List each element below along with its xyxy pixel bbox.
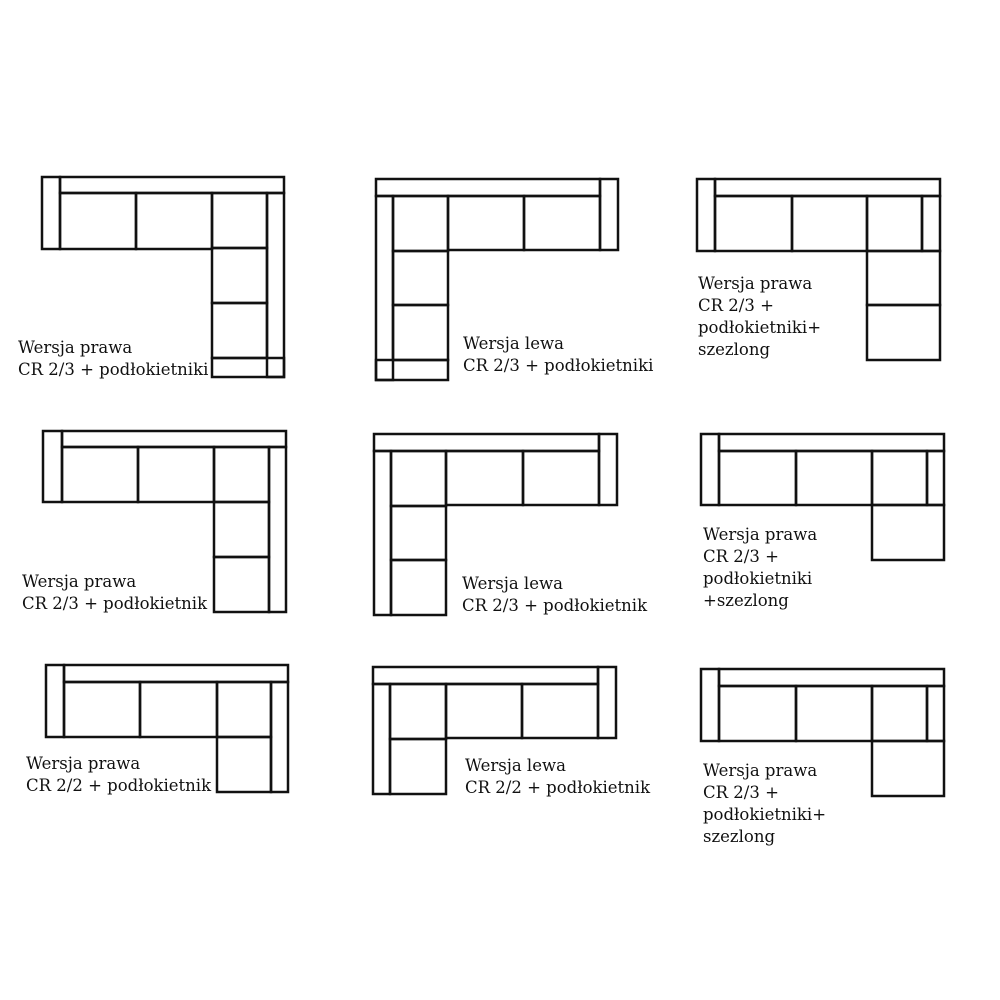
sofa-module (138, 447, 214, 502)
sofa-module (269, 447, 286, 612)
sofa-module (719, 451, 796, 505)
sofa-module (697, 179, 715, 251)
variant-7-title: Wersja prawa (26, 754, 141, 773)
sofa-module (62, 447, 138, 502)
variant-5-title: Wersja lewa (462, 574, 563, 593)
sofa-module (393, 196, 448, 251)
sofa-module (927, 686, 944, 741)
sofa-module (64, 665, 288, 682)
sofa-module (390, 684, 446, 739)
variant-4-description: CR 2/3 + podłokietnik (22, 594, 208, 613)
sofa-module (867, 305, 940, 360)
sofa-module (374, 434, 599, 451)
variant-7-description: CR 2/2 + podłokietnik (26, 776, 212, 795)
variant-1-description: CR 2/3 + podłokietniki (18, 360, 209, 379)
sofa-module (271, 682, 288, 792)
variant-6-description-3: +szezlong (703, 591, 789, 610)
sofa-module (393, 251, 448, 305)
sofa-module (792, 196, 867, 251)
variant-2-title: Wersja lewa (463, 334, 564, 353)
sofa-module (136, 193, 212, 249)
sofa-module (872, 505, 944, 560)
sofa-module (715, 196, 792, 251)
sofa-module (922, 196, 940, 251)
sofa-module (391, 451, 446, 506)
variant-8-title: Wersja lewa (465, 756, 566, 775)
variant-3-description-3: szezlong (698, 340, 771, 359)
sofa-module (598, 667, 616, 738)
sofa-module (701, 669, 719, 741)
variant-6-caption (703, 524, 817, 612)
sofa-module (64, 682, 140, 737)
sofa-module (719, 669, 944, 686)
sofa-module (446, 684, 522, 738)
sofa-module (46, 665, 64, 737)
variant-3-description-1: CR 2/3 + (698, 296, 774, 315)
sofa-module (60, 177, 284, 193)
sofa-module (872, 686, 927, 741)
variant-9-description-2: podłokietniki+ (703, 805, 827, 824)
sofa-module (60, 193, 136, 249)
sofa-module (446, 451, 523, 505)
sofa-module (599, 434, 617, 505)
sofa-module (523, 451, 599, 505)
sofa-module (214, 502, 269, 557)
sofa-module (796, 451, 872, 505)
sofa-module (393, 305, 448, 360)
sofa-module (522, 684, 598, 738)
variant-9-title: Wersja prawa (703, 761, 818, 780)
variant-8-description: CR 2/2 + podłokietnik (465, 778, 651, 797)
sofa-module (373, 667, 598, 684)
sofa-module (214, 557, 269, 612)
variant-1-caption (18, 337, 208, 381)
sofa-module (217, 682, 271, 737)
variant-1-title: Wersja prawa (18, 338, 133, 357)
sofa-module (140, 682, 217, 737)
variant-3-caption (698, 273, 821, 361)
sofa-module (872, 451, 927, 505)
sofa-module (600, 179, 618, 250)
variant-4-caption (22, 571, 207, 615)
sofa-module (867, 196, 922, 251)
variant-8-caption (465, 755, 650, 799)
variant-9-description-3: szezlong (703, 827, 776, 846)
sofa-module (524, 196, 600, 250)
variant-2-description: CR 2/3 + podłokietniki (463, 356, 654, 375)
sofa-module (927, 451, 944, 505)
sofa-module (448, 196, 524, 250)
sofa-module (376, 179, 600, 196)
variant-3-description-2: podłokietniki+ (698, 318, 822, 337)
sofa-module (374, 451, 391, 615)
sofa-module (62, 431, 286, 447)
variant-5-description: CR 2/3 + podłokietnik (462, 596, 648, 615)
variant-6-title: Wersja prawa (703, 525, 818, 544)
sofa-module (212, 303, 267, 358)
sofa-module (42, 177, 60, 249)
sofa-module (217, 737, 271, 792)
variant-3-title: Wersja prawa (698, 274, 813, 293)
sofa-module (715, 179, 940, 196)
variant-5-caption (462, 573, 647, 617)
variant-7-caption (26, 753, 211, 797)
sofa-module (867, 251, 940, 305)
sofa-module (872, 741, 944, 796)
sofa-module (701, 434, 719, 505)
variant-2-caption (463, 333, 653, 377)
variant-6-description-2: podłokietniki (703, 569, 813, 588)
sofa-module (796, 686, 872, 741)
sofa-module (376, 196, 393, 380)
variant-9-description-1: CR 2/3 + (703, 783, 779, 802)
variant-9-caption (703, 760, 826, 848)
variant-6-description-1: CR 2/3 + (703, 547, 779, 566)
sofa-module (719, 686, 796, 741)
sofa-module (212, 358, 284, 377)
variant-4-title: Wersja prawa (22, 572, 137, 591)
sofa-module (376, 360, 448, 380)
sofa-module (267, 193, 284, 377)
sofa-module (391, 560, 446, 615)
sofa-module (212, 193, 267, 248)
sofa-module (214, 447, 269, 502)
sofa-module (391, 506, 446, 560)
sofa-module (373, 684, 390, 794)
sofa-module (212, 248, 267, 303)
sofa-module (719, 434, 944, 451)
sofa-module (390, 739, 446, 794)
sofa-module (43, 431, 62, 502)
